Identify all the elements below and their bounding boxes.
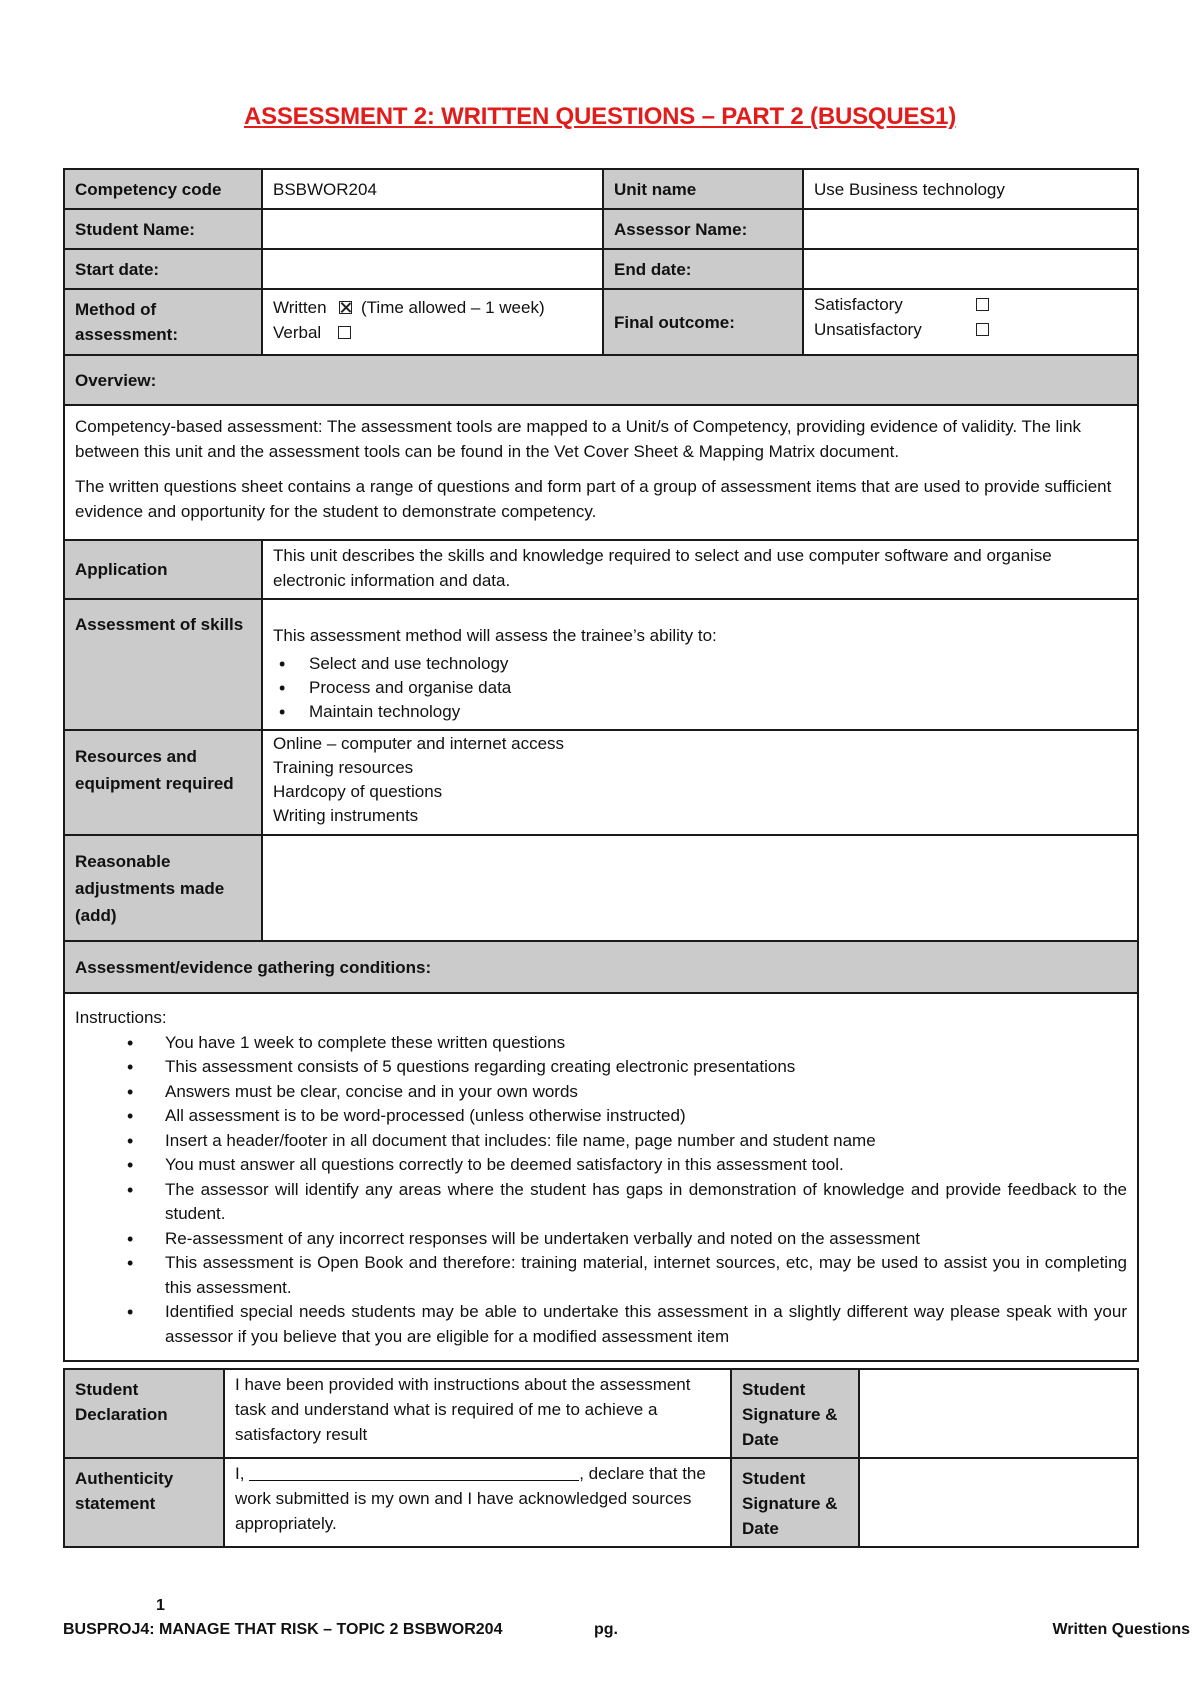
list-item: Training resources: [273, 758, 414, 777]
authenticity-prefix: I,: [235, 1464, 245, 1483]
list-item: • Insert a header/footer in all document that includes: file name, page number and student name: [75, 1129, 1127, 1154]
footer-page-label: pg.: [594, 1621, 618, 1638]
written-checkbox[interactable]: [339, 301, 352, 314]
instructions-label: Instructions:: [75, 1008, 167, 1027]
assessor-name-label: Assessor Name:: [603, 209, 803, 249]
verbal-checkbox[interactable]: [338, 326, 351, 339]
overview-heading: Overview:: [64, 355, 1138, 405]
authenticity-suffix: , declare that the work submitted is my own and I have acknowledged sources appropriately.: [235, 1464, 706, 1533]
skills-list: [273, 652, 1127, 724]
resources-label: Resources and equipment required: [64, 730, 262, 835]
list-item: • This assessment is Open Book and therefore: training material, internet sources, etc, may be used to assist you in completing this assessment.: [75, 1251, 1127, 1300]
authenticity-statement-text: [224, 1458, 731, 1547]
student-signature-label: Student Signature & Date: [731, 1369, 859, 1458]
student-name-blank-line[interactable]: [249, 1463, 579, 1481]
list-item: • The assessor will identify any areas where the student has gaps in demonstration of knowledge and provide feedback to the student.: [75, 1178, 1127, 1227]
list-item: Hardcopy of questions: [273, 782, 443, 801]
conditions-content: [64, 993, 1138, 1361]
footer-page-number: 1: [156, 1597, 165, 1614]
list-item: • Answers must be clear, concise and in your own words: [75, 1080, 1127, 1105]
assessment-details-table: [63, 168, 1139, 1362]
application-text: This unit describes the skills and knowledge required to select and use computer software and organise electronic information and data.: [262, 540, 1138, 599]
start-date-field[interactable]: [262, 249, 603, 289]
outcome-unsatisfactory-label: Unsatisfactory: [814, 320, 922, 339]
list-item: • You have 1 week to complete these written questions: [75, 1031, 1127, 1056]
overview-content: [64, 405, 1138, 540]
unit-name-value: Use Business technology: [803, 169, 1138, 209]
satisfactory-checkbox[interactable]: [976, 298, 989, 311]
student-name-field[interactable]: [262, 209, 603, 249]
list-item: • Process and organise data: [273, 676, 1127, 700]
list-item: • Maintain technology: [273, 700, 1127, 724]
assessment-of-skills-label: Assessment of skills: [64, 599, 262, 730]
document-title: ASSESSMENT 2: WRITTEN QUESTIONS – PART 2 (BUSQUES1): [243, 103, 957, 130]
overview-paragraph-2: The written questions sheet contains a range of questions and form part of a group of assessment items that are used to provide sufficient evidence and opportunity for the student to demonstrate competency.: [75, 477, 1112, 521]
list-item: Writing instruments: [273, 806, 419, 825]
competency-code-label: Competency code: [64, 169, 262, 209]
footer-section-name: Written Questions: [1052, 1621, 1190, 1638]
authenticity-signature-field[interactable]: [859, 1458, 1138, 1547]
outcome-satisfactory-option: [814, 292, 989, 317]
method-verbal-option: [273, 320, 592, 345]
list-item: • All assessment is to be word-processed (unless otherwise instructed): [75, 1104, 1127, 1129]
conditions-heading: Assessment/evidence gathering conditions:: [64, 941, 1138, 993]
method-of-assessment-options: [262, 289, 603, 355]
competency-code-value: BSBWOR204: [262, 169, 603, 209]
authenticity-signature-label: Student Signature & Date: [731, 1458, 859, 1547]
assessment-of-skills-content: [262, 599, 1138, 730]
assessor-name-field[interactable]: [803, 209, 1138, 249]
list-item: • Re-assessment of any incorrect responses will be undertaken verbally and noted on the assessment: [75, 1227, 1127, 1252]
method-verbal-label: Verbal: [273, 323, 322, 342]
method-written-detail: (Time allowed – 1 week): [361, 298, 545, 317]
overview-paragraph-1: Competency-based assessment: The assessment tools are mapped to a Unit/s of Competency, providing evidence of validity. The link between this unit and the assessment tools can be found in the Vet Cover Sheet & Mapping Matrix document.: [75, 417, 1082, 461]
method-written-option: [273, 295, 592, 320]
unsatisfactory-checkbox[interactable]: [976, 323, 989, 336]
list-item: • You must answer all questions correctly to be deemed satisfactory in this assessment tool.: [75, 1153, 1127, 1178]
list-item: Online – computer and internet access: [273, 734, 565, 753]
end-date-label: End date:: [603, 249, 803, 289]
student-signature-field[interactable]: [859, 1369, 1138, 1458]
skills-intro: This assessment method will assess the trainee’s ability to:: [273, 626, 717, 645]
list-item: • Identified special needs students may be able to undertake this assessment in a slightly different way please speak with your assessor if you believe that you are eligible for a modified assessment item: [75, 1300, 1127, 1349]
declaration-table: [63, 1368, 1139, 1548]
student-declaration-text: I have been provided with instructions about the assessment task and understand what is required of me to achieve a satisfactory result: [224, 1369, 731, 1458]
outcome-unsatisfactory-option: [814, 317, 989, 342]
reasonable-adjustments-label: Reasonable adjustments made (add): [64, 835, 262, 941]
list-item: • Select and use technology: [273, 652, 1127, 676]
student-declaration-label: Student Declaration: [64, 1369, 224, 1458]
outcome-satisfactory-label: Satisfactory: [814, 295, 903, 314]
instructions-list: [75, 1031, 1127, 1350]
footer-course-title: BUSPROJ4: MANAGE THAT RISK – TOPIC 2 BSBWOR204: [63, 1621, 503, 1638]
method-of-assessment-label: Method of assessment:: [64, 289, 262, 355]
unit-name-label: Unit name: [603, 169, 803, 209]
authenticity-statement-label: Authenticity statement: [64, 1458, 224, 1547]
method-written-label: Written: [273, 298, 327, 317]
reasonable-adjustments-field[interactable]: [262, 835, 1138, 941]
end-date-field[interactable]: [803, 249, 1138, 289]
student-name-label: Student Name:: [64, 209, 262, 249]
application-label: Application: [64, 540, 262, 599]
list-item: • This assessment consists of 5 questions regarding creating electronic presentations: [75, 1055, 1127, 1080]
start-date-label: Start date:: [64, 249, 262, 289]
final-outcome-label: Final outcome:: [603, 289, 803, 355]
resources-content: [262, 730, 1138, 835]
final-outcome-options: [803, 289, 1138, 355]
